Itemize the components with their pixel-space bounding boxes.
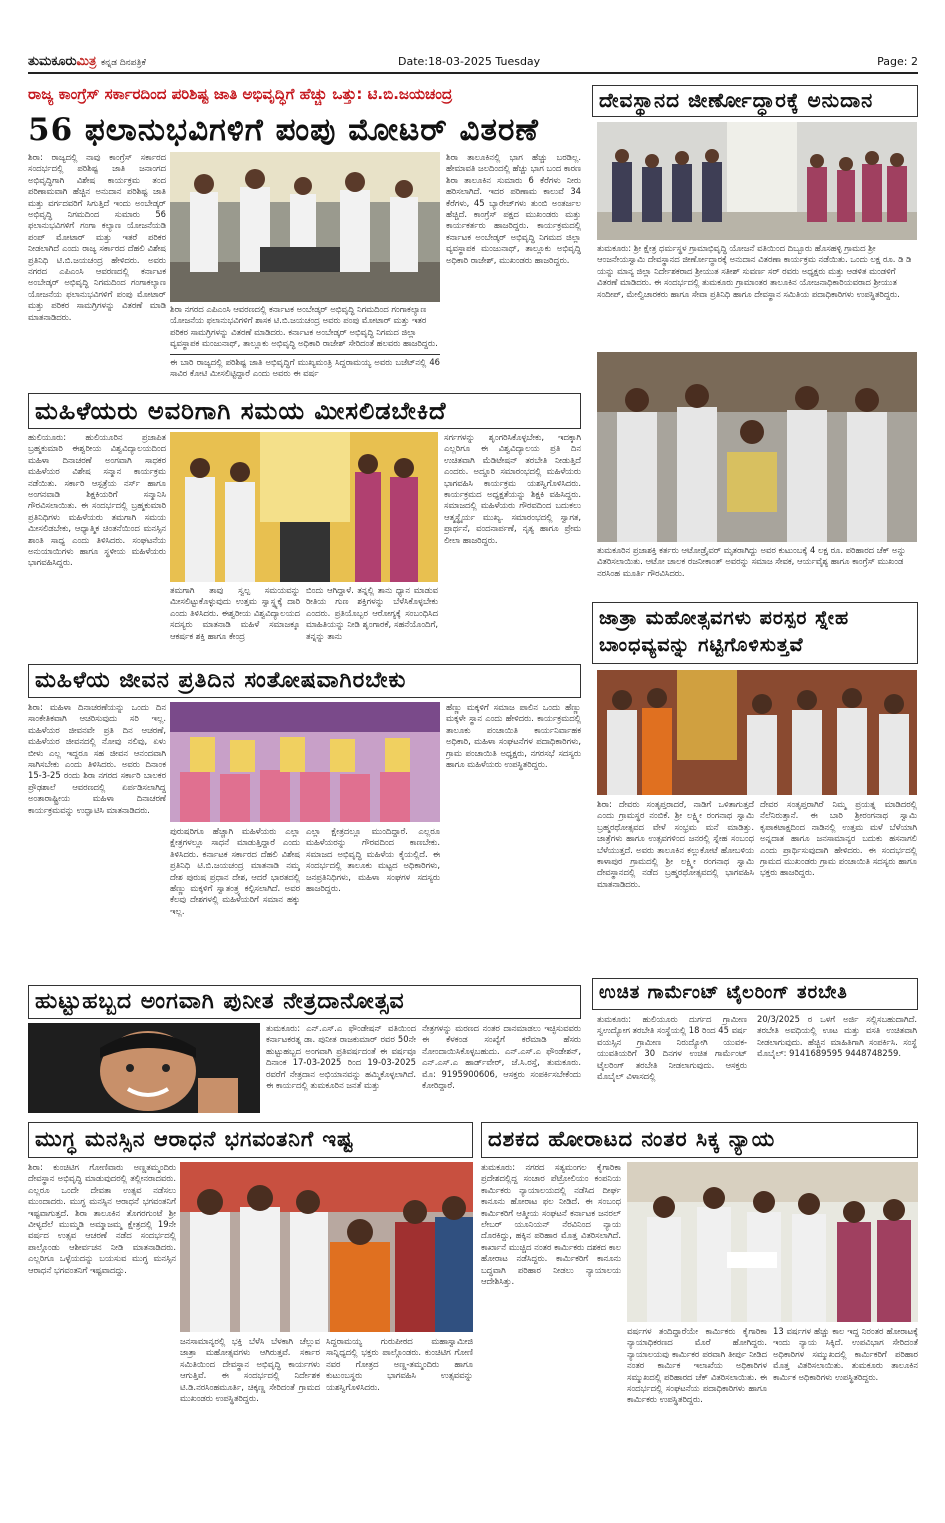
story4-body-col4: ಸರ್ಗಗಳನ್ನು ಶೃಂಗರಿಸಿಕೊಳ್ಳಬೇಕು, ಇದಕ್ಕಾಗಿ ಎಲ್ಲರಿಗೂ ಈ ವಿಶ್ವವಿದ್ಯಾಲಯ ಪ್ರತಿ ದಿನ ಉಚಿತವಾಗಿ ಮೆಡಿಟೇಷನ್ ತರಬೇತಿ ನೀಡುತ್ತಿದೆ ಎಂದರು. ಅದ್ದೂರಿ ಸಮಾರಂಭದಲ್ಲಿ ಮಹಿಳೆಯರು ಭಾಗವಹಿಸಿ ಕಾರ್ಯಕ್ರಮ ಯಶಸ್ವಿಗೊಳಿಸಿದರು. ಕಾರ್ಯಕ್ರಮದ ಅಧ್ಯಕ್ಷತೆಯನ್ನು ಶಿಕ್ಷಕಿ ವಹಿಸಿದ್ದರು. ಸಮಾಜದಲ್ಲಿ ಮಹಿಳೆಯರು ಗೌರವದಿಂದ ಬದುಕಲು ಆತ್ಮಸ್ಥೈರ್ಯ ಮುಖ್ಯ. ಸಮಾರಂಭದಲ್ಲಿ ಸ್ವಾಗತ, ಪ್ರಾರ್ಥನೆ, ವಂದನಾರ್ಪಣೆ, ನೃತ್ಯ ಹಾಗೂ ಪ್ರೇಮ ಲೀಲಾ ಹಾಜರಿದ್ದರು. [444, 432, 581, 545]
story1-photo [170, 152, 440, 302]
story1-body-col2: ಈ ಬಾರಿ ರಾಜ್ಯದಲ್ಲಿ ಪರಿಶಿಷ್ಟ ಜಾತಿ ಅಭಿವೃದ್ಧಿಗೆ ಮುಖ್ಯಮಂತ್ರಿ ಸಿದ್ದರಾಮಯ್ಯ ಅವರು ಬಜೆಟ್‌ನಲ್ಲಿ 46 ಸಾವಿರ ಕೋಟಿ ಮೀಸಲಿಟ್ಟಿದ್ದಾರೆ ಎಂದು ಅವರು ಈ ವರ್ಷ [170, 357, 440, 379]
masthead [28, 54, 918, 74]
story4-body-col1: ಹುಲಿಯೂರು: ಹುಲಿಯೂರಿನ ಪ್ರಜಾಪಿತ ಬ್ರಹ್ಮಕುಮಾರಿ ಈಶ್ವರೀಯ ವಿಶ್ವವಿದ್ಯಾಲಯದಿಂದ ಮಹಿಳಾ ದಿನಾಚರಣೆ ಅಂಗವಾಗಿ ಸಾಧಕರ ಮಹಿಳೆಯರ ವಿಶೇಷ ಸನ್ಮಾನ ಕಾರ್ಯಕ್ರಮ ನಡೆಯಿತು. ಸರ್ಕಾರಿ ಆಸ್ಪತ್ರೆಯ ನರ್ಸ್ ಹಾಗೂ ಅಂಗನವಾಡಿ ಶಿಕ್ಷಕಿಯರಿಗೆ ಸನ್ಮಾನಿಸಿ ಗೌರವಿಸಲಾಯಿತು. ಈ ಸಂದರ್ಭದಲ್ಲಿ ಬ್ರಹ್ಮಕುಮಾರಿ ಪ್ರತಿನಿಧಿಗಳು ಮಹಿಳೆಯರು ತಮಗಾಗಿ ಸಮಯ ಮೀಸಲಿಡಬೇಕು, ಆಧ್ಯಾತ್ಮಿಕ ಚಿಂತನೆಯಿಂದ ಮನಸ್ಸಿನ ಶಾಂತಿ ಸಾಧ್ಯ ಎಂದು ತಿಳಿಸಿದರು. ಸಂಘಟನೆಯ ಅನುಯಾಯಿಗಳು ಹಾಗೂ ಸ್ಥಳೀಯ ಮಹಿಳೆಯರು ಭಾಗವಹಿಸಿದ್ದರು. [28, 432, 166, 568]
story3-caption: ತುಮಕೂರಿನ ಪ್ರಜಾಶಕ್ತಿ ಕರ್ತರು ಆಟೋಡ್ರೈವರ್ ಮೃತರಾಗಿದ್ದು ಅವರ ಕುಟುಂಬಕ್ಕೆ 4 ಲಕ್ಷ ರೂ. ಪರಿಹಾರದ ಚೆಕ್ ಅನ್ನು ವಿತರಿಸಲಾಯಿತು. ಆಟೋ ಚಾಲಕ ರಜನೀಕಾಂತ್ ಅವರನ್ನು ಸಮಾಜ ಸೇವಕ, ಆರ್ಯವೈಶ್ಯ ಹಾಗೂ ಕಾಂಗ್ರೆಸ್ ಮುಖಂಡ ನರಸಿಂಹ ಮೂರ್ತಿ ಗೌರವಿಸಿದರು. [597, 545, 906, 578]
story6-photo [170, 702, 440, 822]
masthead-logo [28, 54, 146, 69]
story7-body-col1: ತುಮಕೂರು: ಎನ್.ಎಸ್.ಎ ಫೌಂಡೇಷನ್ ವತಿಯಿಂದ ಕರ್ನಾಟಕರತ್ನ ಡಾ. ಪುನೀತ ರಾಜಕುಮಾರ್ ರವರ 50ನೇ ಹುಟ್ಟುಹಬ್ಬದ ಅಂಗವಾಗಿ ಪ್ರತಿವರ್ಷದಂತೆ ಈ ವರ್ಷವೂ ದಿನಾಂಕ 17-03-2025 ರಿಂದ 19-03-2025 ರವರೆಗೆ ನೇತ್ರದಾನ ಅಭಿಯಾನವನ್ನು ಹಮ್ಮಿಕೊಳ್ಳಲಾಗಿದೆ. ಈ ಕಾರ್ಯದಲ್ಲಿ ತುಮಕೂರಿನ ಜನತೆ ಮತ್ತು [266, 1023, 416, 1091]
story6-body-col3: ಎಲ್ಲಾ ಕ್ಷೇತ್ರದಲ್ಲೂ ಮುಂದಿದ್ದಾರೆ. ಎಲ್ಲರೂ ಮಹಿಳೆಯರನ್ನು ಗೌರವದಿಂದ ಕಾಣಬೇಕು. ಸಮಾಜದ ಅಭಿವೃದ್ಧಿ ಮಹಿಳೆಯ ಕೈಯಲ್ಲಿದೆ. ಈ ಸಂದರ್ಭದಲ್ಲಿ ತಾಲೂಕು ಮಟ್ಟದ ಅಧಿಕಾರಿಗಳು, ಜನಪ್ರತಿನಿಧಿಗಳು, ಮಹಿಳಾ ಸಂಘಗಳ ಸದಸ್ಯರು ಹಾಜರಿದ್ದರು. [306, 826, 440, 894]
story7-body-col2: ನೇತ್ರಗಳನ್ನು ಮರಣದ ನಂತರ ದಾನಮಾಡಲು ಇಚ್ಛಿಸುವವರು ಈ ಕೆಳಕಂಡ ಸಂಖ್ಯೆಗೆ ಕರೆಮಾಡಿ ಹೆಸರು ನೋಂದಾಯಿಸಿಕೊಳ್ಳಬಹುದು. ಎನ್.ಎಸ್.ಎ ಫೌಂಡೇಶನ್, ಎನ್.ಎಸ್.ಎ ಹಾರ್ಡ್‌ವೇರ್, ಜೆ.ಸಿ.ರಸ್ತೆ, ತುಮಕೂರು. ಮೊ: 9195900606, ಆಸಕ್ತರು ಸಂಪರ್ಕಿಸಬೇಕೆಂದು ಕೋರಿದ್ದಾರೆ. [422, 1023, 581, 1091]
story4-headline: ಮಹಿಳೆಯರು ಅವರಿಗಾಗಿ ಸಮಯ ಮೀಸಲಿಡಬೇಕಿದೆ [28, 393, 581, 429]
story10-body-col3: 13 ವರ್ಷಗಳ ಹೆಚ್ಚು ಕಾಲ ಇದ್ದ ನಿರಂತರ ಹೋರಾಟಕ್ಕೆ ಇಂದು ನ್ಯಾಯ ಸಿಕ್ಕಿದೆ. ಉಪವಿಭಾಗ ಸೇರಿದಂತೆ ಅಧಿಕಾರಿಗಳ ಸಮ್ಮುಖದಲ್ಲಿ ಕಾರ್ಮಿಕರಿಗೆ ಪರಿಹಾರ ಮೊತ್ತ ವಿತರಿಸಲಾಯಿತು. ತುಮಕೂರು ತಾಲೂಕಿನ ಕಾರ್ಮಿಕ ಅಧಿಕಾರಿಗಳು ಉಪಸ್ಥಿತರಿದ್ದರು. [773, 1326, 918, 1382]
story6-body-col4: ಹೆಣ್ಣು ಮಕ್ಕಳಿಗೆ ಸಮಾಜ ಪಾಲಿನ ಒಂದು ಹೆಣ್ಣು ಮಕ್ಕಳೇ ಸ್ಥಾನ ಎಂದು ಹೇಳಿದರು. ಕಾರ್ಯಕ್ರಮದಲ್ಲಿ ತಾಲೂಕು ಪಂಚಾಯಿತಿ ಕಾರ್ಯನಿರ್ವಾಹಕ ಅಧಿಕಾರಿ, ಮಹಿಳಾ ಸಂಘಟನೆಗಳ ಪದಾಧಿಕಾರಿಗಳು, ಗ್ರಾಮ ಪಂಚಾಯಿತಿ ಅಧ್ಯಕ್ಷರು, ನಗರಸಭೆ ಸದಸ್ಯರು ಹಾಗೂ ಮಹಿಳೆಯರು ಉಪಸ್ಥಿತರಿದ್ದರು. [446, 702, 581, 770]
story4-body-col3: ಬಿಂದು ಆಗಿದ್ದಾಳೆ. ತನ್ನಲ್ಲಿ ತಾನು ಧ್ಯಾನ ಮಾಡುವ ರೀತಿಯ ಗುಣ ಶಕ್ತಿಗಳನ್ನು ಬೆಳೆಸಿಕೊಳ್ಳಬೇಕು ಎಂದರು. ಪ್ರತಿಯೊಬ್ಬರ ಆರೋಗ್ಯಕ್ಕೆ ಸಂಬಂಧಿಸಿದ ಮಾಹಿತಿಯನ್ನು ನೀಡಿ ಶೃಂಗಾರಕೆ, ಸಹನೆಯೊಂದಿಗೆ, ತನ್ನನ್ನು ತಾನು [306, 585, 438, 641]
story1-divider [170, 354, 440, 355]
story8-body-col2: 20/3/2025 ರ ಒಳಗೆ ಅರ್ಜಿ ಸಲ್ಲಿಸಬಹುದಾಗಿದೆ. ತರಬೇತಿ ಅವಧಿಯಲ್ಲಿ ಊಟ ಮತ್ತು ವಸತಿ ಉಚಿತವಾಗಿ ನೀಡಲಾಗುವುದು. ಹೆಚ್ಚಿನ ಮಾಹಿತಿಗಾಗಿ ಸಂಪರ್ಕಿಸಿ. ಸಂಸ್ಥೆ ಮೊಬೈಲ್: 9141689595 9448748259. [757, 1014, 917, 1059]
story5-body-col2: ದೇವರ ಸಂತೃಪ್ತರಾಗಿರೆ ನಿಮ್ಮ ಪ್ರಯತ್ನ ಮಾಡಿದರಲ್ಲಿ ನೆಲೆನಿರುತ್ತಾನೆ. ಈ ಬಾರಿ ಶ್ರೀರಂಗನಾಥ ಸ್ವಾಮಿ ಕೃಪಾಕಟಾಕ್ಷದಿಂದ ನಾಡಿನಲ್ಲಿ ಉತ್ತಮ ಮಳೆ ಬೆಳೆಯಾಗಿ ಅನ್ನದಾತ ಹಾಗೂ ಜನಸಾಮಾನ್ಯರ ಬದುಕು ಹಸನಾಗಲಿ ಎಂದು ಪ್ರಾರ್ಥಿಸುವುದಾಗಿ ಹೇಳಿದರು. ಈ ಸಂದರ್ಭದಲ್ಲಿ ಗ್ರಾಮದ ಮುಖಂಡರು ಗ್ರಾಮ ಪಂಚಾಯಿತಿ ಸದಸ್ಯರು ಹಾಗೂ ಭಕ್ತರು ಹಾಜರಿದ್ದರು. [760, 799, 917, 878]
story8-body-col1: ತುಮಕೂರು: ಹುಲಿಯೂರು ದುರ್ಗದ ಗ್ರಾಮೀಣ ಸ್ವಉದ್ಯೋಗ ತರಬೇತಿ ಸಂಸ್ಥೆಯಲ್ಲಿ 18 ರಿಂದ 45 ವರ್ಷ ವಯಸ್ಸಿನ ಗ್ರಾಮೀಣ ನಿರುದ್ಯೋಗಿ ಯುವಕ-ಯುವತಿಯರಿಗೆ 30 ದಿನಗಳ ಉಚಿತ ಗಾರ್ಮೆಂಟ್ ಟೈಲರಿಂಗ್ ತರಬೇತಿ ನೀಡಲಾಗುವುದು. ಆಸಕ್ತರು ಮೊಬೈಲ್ ವಿಳಾಸದಲ್ಲಿ [597, 1014, 747, 1082]
story9-body-col2: ಜನಸಾಮಾನ್ಯರಲ್ಲಿ ಭಕ್ತಿ ಬೆಳೆಸಿ ಬೆಳಕಾಗಿ ಚೆಲ್ಲುವ ಜಾತ್ರಾ ಮಹೋತ್ಸವಗಳು ಆಗಿರುತ್ತವೆ. ಸರ್ಕಾರ ಸಮಿತಿಯಿಂದ ದೇವಸ್ಥಾನ ಅಭಿವೃದ್ಧಿ ಕಾರ್ಯಗಳು ಆಗುತ್ತಿವೆ. ಈ ಸಂದರ್ಭದಲ್ಲಿ ನಿರ್ದೇಶಕ ಟಿ.ಡಿ.ನರಸಿಂಹಮೂರ್ತಿ, ಚಿಕ್ಕಣ್ಣ ಸೇರಿದಂತೆ ಗ್ರಾಮದ ಮುಖಂಡರು ಉಪಸ್ಥಿತರಿದ್ದರು. [180, 1336, 320, 1404]
story5-headline: ಜಾತ್ರಾ ಮಹೋತ್ಸವಗಳು ಪರಸ್ಪರ ಸ್ನೇಹ ಬಾಂಧವ್ಯವನ್ನು ಗಟ್ಟಿಗೊಳಿಸುತ್ತವೆ [592, 602, 918, 664]
story9-headline: ಮುಗ್ಧ ಮನಸ್ಸಿನ ಆರಾಧನೆ ಭಗವಂತನಿಗೆ ಇಷ್ಟ [28, 1122, 473, 1158]
story1-kicker: ರಾಜ್ಯ ಕಾಂಗ್ರೆಸ್ ಸರ್ಕಾರದಿಂದ ಪರಿಶಿಷ್ಟ ಜಾತಿ ಅಭಿವೃದ್ಧಿಗೆ ಹೆಚ್ಚು ಒತ್ತು: ಟಿ.ಬಿ.ಜಯಚಂದ್ರ [28, 85, 453, 103]
story6-body-col1: ಶಿರಾ: ಮಹಿಳಾ ದಿನಾಚರಣೆಯನ್ನು ಒಂದು ದಿನ ಸಾಂಕೇತಿಕವಾಗಿ ಆಚರಿಸುವುದು ಸರಿ ಇಲ್ಲ. ಮಹಿಳೆಯರ ಜೀವನವೇ ಪ್ರತಿ ದಿನ ಆಚರಣೆ, ಮಹಿಳೆಯರ ಜೀವನದಲ್ಲಿ ನೋವು ನಲಿವು, ಏಳು ಬೀಳು ಎಲ್ಲ ಇದ್ದರೂ ಸಹ ಜೀವನ ಆನಂದವಾಗಿ ಸಾಗಿಸಬೇಕು ಎಂದು ತಿಳಿಸಿದರು. ಅವರು ದಿನಾಂಕ 15-3-25 ರಂದು ಶಿರಾ ನಗರದ ಸರ್ಕಾರಿ ಬಾಲಕರ ಪ್ರೌಢಶಾಲೆ ಆವರಣದಲ್ಲಿ ಏರ್ಪಡಿಸಲಾಗಿದ್ದ ಅಂತಾರಾಷ್ಟ್ರೀಯ ಮಹಿಳಾ ದಿನಾಚರಣೆ ಕಾರ್ಯಕ್ರಮವನ್ನು ಉದ್ಘಾಟಿಸಿ ಮಾತನಾಡಿದರು. [28, 702, 166, 815]
story7-headline: ಹುಟ್ಟುಹಬ್ಬದ ಅಂಗವಾಗಿ ಪುನೀತ ನೇತ್ರದಾನೋತ್ಸವ [28, 985, 581, 1019]
story6-headline: ಮಹಿಳೆಯ ಜೀವನ ಪ್ರತಿದಿನ ಸಂತೋಷವಾಗಿರಬೇಕು [28, 664, 581, 698]
page-number: Page: 2 [877, 55, 918, 68]
story10-body-col1: ತುಮಕೂರು: ನಗರದ ಸತ್ಯಮಂಗಲ ಕೈಗಾರಿಕಾ ಪ್ರದೇಶದಲ್ಲಿದ್ದ ಸಂಚಾರ ಪೆಟ್ರೋಲಿಯಂ ಕಂಪನಿಯ ಕಾರ್ಮಿಕರು ನ್ಯಾಯಾಲಯದಲ್ಲಿ ನಡೆಸಿದ ದೀರ್ಘ ಕಾನೂನು ಹೋರಾಟ ಫಲ ನೀಡಿದೆ. ಈ ಸಂಬಂಧ ಕಾರ್ಮಿಕರಿಗೆ ಆತ್ಮೀಯ ಸಂಘಟನೆ ಕರ್ನಾಟಕ ಜನರಲ್ ಲೇಬರ್ ಯೂನಿಯನ್ ನೆರವಿನಿಂದ ನ್ಯಾಯ ದೊರಕಿದ್ದು, ಹಕ್ಕಿನ ಪರಿಹಾರ ಮೊತ್ತ ವಿತರಿಸಲಾಗಿದೆ. ಕಾರ್ಖಾನೆ ಮುಚ್ಚಿದ ನಂತರ ಕಾರ್ಮಿಕರು ದಶಕದ ಕಾಲ ಹೋರಾಟ ನಡೆಸಿದ್ದರು. ಕಾರ್ಮಿಕರಿಗೆ ಕಾನೂನು ಬದ್ಧವಾಗಿ ಪರಿಹಾರ ನೀಡಲು ನ್ಯಾಯಾಲಯ ಆದೇಶಿಸಿತ್ತು. [481, 1162, 621, 1287]
story10-headline: ದಶಕದ ಹೋರಾಟದ ನಂತರ ಸಿಕ್ಕ ನ್ಯಾಯ [481, 1122, 918, 1158]
story7-photo [28, 1023, 260, 1113]
story4-photo [170, 432, 438, 582]
story9-body-col1: ಶಿರಾ: ಕುಂಚಿಟಿಗ ಗೋಣಿವಾರು ಅಣ್ಣತಮ್ಮಂದಿರು ದೇವಸ್ಥಾನ ಅಭಿವೃದ್ಧಿ ಮಾಡುವುದರಲ್ಲಿ ತಲ್ಲೀನರಾದವರು. ಎಲ್ಲರೂ ಒಂದೇ ದೇವತಾ ಉತ್ಸವ ನಡೆಸಲು ಮುಂದಾದರು. ಮುಗ್ಧ ಮನಸ್ಸಿನ ಆರಾಧನೆ ಭಗವಂತನಿಗೆ ಇಷ್ಟವಾಗುತ್ತದೆ. ಶಿರಾ ತಾಲೂಕಿನ ತೊಗರಗುಂಟೆ ಶ್ರೀ ವೀಳ್ಯದೆಲೆ ಮುಮ್ಮಡಿ ಅಮ್ಮಾಜಮ್ಮ ಕ್ಷೇತ್ರದಲ್ಲಿ 19ನೇ ವರ್ಷದ ಉತ್ಸವ ಆಚರಣೆ ನಡೆದ ಸಂದರ್ಭದಲ್ಲಿ ಪಾಲ್ಗೊಂಡು ಆಶೀರ್ವಚನ ನೀಡಿ ಮಾತನಾಡಿದರು. ಎಲ್ಲರಿಗೂ ಒಳ್ಳೆಯದನ್ನು ಬಯಸುವ ಮುಗ್ಧ ಮನಸ್ಸಿನ ಆರಾಧನೆ ಭಗವಂತನಿಗೆ ಇಷ್ಟವಾದದ್ದು. [28, 1162, 176, 1275]
story6-body-col2: ಪುರುಷರಿಗೂ ಹೆಚ್ಚಾಗಿ ಮಹಿಳೆಯರು ಎಲ್ಲಾ ಕ್ಷೇತ್ರಗಳಲ್ಲೂ ಸಾಧನೆ ಮಾಡುತ್ತಿದ್ದಾರೆ ಎಂದು ತಿಳಿಸಿದರು. ಕರ್ನಾಟಕ ಸರ್ಕಾರದ ದೆಹಲಿ ವಿಶೇಷ ಪ್ರತಿನಿಧಿ ಟಿ.ಬಿ.ಜಯಚಂದ್ರ ಮಾತನಾಡಿ ನಮ್ಮ ದೇಶ ಪುರುಷ ಪ್ರಧಾನ ದೇಶ, ಆದರೆ ಭಾರತದಲ್ಲಿ ಹೆಣ್ಣು ಮಕ್ಕಳಿಗೆ ಸ್ವಾತಂತ್ರ್ಯ ಕಲ್ಪಿಸಲಾಗಿದೆ. ಅವರ ಕೆಲವು ದೇಶಗಳಲ್ಲಿ ಮಹಿಳೆಯರಿಗೆ ಸಮಾನ ಹಕ್ಕು ಇಲ್ಲ. [170, 826, 300, 916]
story1-body-col3: ಶಿರಾ ತಾಲೂಕಿನಲ್ಲಿ ಭಾಗ ಹೆಚ್ಚು ಬರಡಿಲ್ಲ. ಹೇಮಾವತಿ ಜಲದಿಂದಲ್ಲಿ ಹೆಚ್ಚು ಭಾಗ ಬಂದ ಕಾರಣ ಶಿರಾ ತಾಲೂಕಿನ ಸುಮಾರು 6 ಕೆರೆಗಳು ನೀರು ಹರಿಸಲಾಗಿದೆ. ಇದರ ಪರಿಣಾಮ ಕಾಲುವೆ 34 ಕೆರೆಗಳು, 45 ಬ್ಯಾರೇಜ್‌ಗಳು ತುಂಬಿ ಅಂತರ್ಜಲ ಹೆಚ್ಚಿದೆ. ಕಾಂಗ್ರೆಸ್ ಪಕ್ಷದ ಮುಖಂಡರು ಮತ್ತು ಕಾರ್ಯಕರ್ತರು ಹಾಜರಿದ್ದರು. ಕಾರ್ಯಕ್ರಮದಲ್ಲಿ ಕರ್ನಾಟಕ ಅಂಬೇಡ್ಕರ್ ಅಭಿವೃದ್ಧಿ ನಿಗಮದ ಜಿಲ್ಲಾ ವ್ಯವಸ್ಥಾಪಕ ಮಂಜುನಾಥ್, ತಾಲ್ಲೂಕು ಅಭಿವೃದ್ಧಿ ಅಧಿಕಾರಿ ರಾಜೇಶ್, ಮುಖಂಡರು ಹಾಜರಿದ್ದರು. [446, 152, 581, 265]
story9-body-col3: ಸಿದ್ದರಾಮಯ್ಯ ಗುರುಪೀಠದ ಮಹಾಸ್ವಾಮೀಜಿ ಸಾನ್ನಿಧ್ಯದಲ್ಲಿ ಭಕ್ತರು ಪಾಲ್ಗೊಂಡರು. ಕುಂಚಿಟಿಗ ಗೋಣಿ ನವರ ಗೋತ್ರದ ಅಣ್ಣ-ತಮ್ಮಂದಿರು ಹಾಗೂ ಕುಟುಂಬಸ್ಥರು ಭಾಗವಹಿಸಿ ಉತ್ಸವವನ್ನು ಯಶಸ್ವಿಗೊಳಿಸಿದರು. [326, 1336, 473, 1392]
story1-headline: 56 ಫಲಾನುಭವಿಗಳಿಗೆ ಪಂಪು ಮೋಟರ್ ವಿತರಣೆ [28, 112, 539, 148]
story3-photo [597, 352, 917, 542]
story2-caption: ತುಮಕೂರು: ಶ್ರೀ ಕ್ಷೇತ್ರ ಧರ್ಮಸ್ಥಳ ಗ್ರಾಮಾಭಿವೃದ್ಧಿ ಯೋಜನೆ ವತಿಯಿಂದ ದಿಬ್ಬೂರು ಹೊಸಹಳ್ಳಿ ಗ್ರಾಮದ ಶ್ರೀ ಆಂಜನೇಯಸ್ವಾಮಿ ದೇವಸ್ಥಾನದ ಜೀರ್ಣೋದ್ಧಾರಕ್ಕೆ ಅನುದಾನ ವಿತರಣಾ ಕಾರ್ಯಕ್ರಮ ನಡೆಯಿತು. ಒಂದು ಲಕ್ಷ ರೂ. ಡಿ ಡಿ ಯನ್ನು ಮಾನ್ಯ ಜಿಲ್ಲಾ ನಿರ್ದೇಶಕರಾದ ಶ್ರೀಯುತ ಸತೀಶ್ ಸುವರ್ಣ ಸರ್ ರವರು ಅಧ್ಯಕ್ಷರು ಮತ್ತು ಆಡಳಿತ ಮಂಡಳಿಗೆ ವಿತರಣೆ ಮಾಡಿದರು. ಈ ಸಂದರ್ಭದಲ್ಲಿ ತುಮಕೂರು ಗ್ರಾಮಾಂತರ ತಾಲೂಕಿನ ಯೋಜನಾಧಿಕಾರಿಯವರಾದ ಶ್ರೀಯುತ ಸಂದೀಪ್, ಮೇಲ್ವಿಚಾರಕರು ಹಾಗೂ ಸೇವಾ ಪ್ರತಿನಿಧಿ ಹಾಗೂ ದೇವಸ್ಥಾನ ಸಮಿತಿಯ ಪದಾಧಿಕಾರಿಗಳು ಉಪಸ್ಥಿತರಿದ್ದರು. [597, 243, 912, 299]
story2-headline: ದೇವಸ್ಥಾನದ ಜೀರ್ಣೋದ್ಧಾರಕ್ಕೆ ಅನುದಾನ [592, 85, 918, 117]
masthead-brand: ಮಿತ್ರ [76, 54, 97, 69]
masthead-name: ತುಮಕೂರು [28, 54, 77, 69]
masthead-tagline: ಕನ್ನಡ ದಿನಪತ್ರಿಕೆ [100, 58, 146, 68]
story5-photo [597, 670, 917, 795]
story10-photo [627, 1162, 918, 1322]
story8-headline: ಉಚಿತ ಗಾರ್ಮೆಂಟ್ ಟೈಲರಿಂಗ್ ತರಬೇತಿ [592, 978, 918, 1010]
issue-date: Date:18-03-2025 Tuesday [398, 55, 541, 68]
story5-body-col1: ಶಿರಾ: ದೇವರು ಸಂತೃಪ್ತರಾದರೆ, ನಾಡಿಗೆ ಒಳಿತಾಗುತ್ತದೆ ಎಂದು ಗ್ರಾಮಸ್ಥರ ನಂಬಿಕೆ. ಶ್ರೀ ಲಕ್ಷ್ಮೀ ರಂಗನಾಥ ಸ್ವಾಮಿ ಬ್ರಹ್ಮರಥೋತ್ಸವದ ವೇಳೆ ಸಂಭ್ರಮ ಮನೆ ಮಾಡಿತ್ತು. ಜಾತ್ರೆಗಳು ಹಾಗೂ ಉತ್ಸವಗಳಿಂದ ಜನರಲ್ಲಿ ಸ್ನೇಹ ಸಂಬಂಧ ಬೆಳೆಯುತ್ತದೆ. ಅವರು ತಾಲೂಕಿನ ಕಲ್ಲುಕೋಟೆ ಹೋಬಳಿಯ ಕಾಳಾಪುರ ಗ್ರಾಮದಲ್ಲಿ ಶ್ರೀ ಲಕ್ಷ್ಮೀ ರಂಗನಾಥ ಸ್ವಾಮಿ ದೇವಸ್ಥಾನದಲ್ಲಿ ನಡೆದ ಬ್ರಹ್ಮರಥೋತ್ಸವದಲ್ಲಿ ಭಾಗವಹಿಸಿ ಮಾತನಾಡಿದರು. [597, 799, 754, 889]
story4-body-col2: ತಮಗಾಗಿ ತಾವು ಸ್ವಲ್ಪ ಸಮಯವನ್ನು ಮೀಸಲಿಟ್ಟುಕೊಳ್ಳುವುದು ಉತ್ತಮ ಸ್ವಾಸ್ಥ್ಯಕ್ಕೆ ದಾರಿ ಎಂದು ತಿಳಿಸಿದರು. ಈಶ್ವರೀಯ ವಿಶ್ವವಿದ್ಯಾಲಯದ ಸದಸ್ಯರು ಮಾತನಾಡಿ ಮಹಿಳೆ ಸಮಾಜಕ್ಕೂ ಆಕರ್ಷಕ ಶಕ್ತಿ ಹಾಗೂ ಕೇಂದ್ರ [170, 585, 300, 641]
story1-body-col1: ಶಿರಾ: ರಾಜ್ಯದಲ್ಲಿ ನಾವು ಕಾಂಗ್ರೆಸ್ ಸರ್ಕಾರದ ಸಂದರ್ಭದಲ್ಲಿ ಪರಿಶಿಷ್ಟ ಜಾತಿ ಜನಾಂಗದ ಅಭಿವೃದ್ಧಿಗಾಗಿ ವಿಶೇಷ ಕಾರ್ಯಕ್ರಮ ತಂದ ಪರಿಣಾಮವಾಗಿ ಹೆಚ್ಚಿನ ಅನುದಾನ ಪರಿಶಿಷ್ಟ ಜಾತಿ ಮತ್ತು ವರ್ಗದವರಿಗೆ ಸಿಗುತ್ತಿದೆ ಇಂದು ಅಂಬೇಡ್ಕರ್ ಅಭಿವೃದ್ಧಿ ನಿಗಮದಿಂದ ಸುಮಾರು 56 ಫಲಾನುಭವಿಗಳಿಗೆ ಗಂಗಾ ಕಲ್ಯಾಣ ಯೋಜನೆಯಡಿ ಪಂಪ್ ಮೋಟಾರ್ ಮತ್ತು ಇತರೆ ಪರಿಕರ ನೀಡಲಾಗಿದೆ ಎಂದು ರಾಜ್ಯ ಸರ್ಕಾರದ ದೆಹಲಿ ವಿಶೇಷ ಪ್ರತಿನಿಧಿ ಟಿ.ಬಿ.ಜಯಚಂದ್ರ ಹೇಳಿದರು. ಅವರು ನಗರದ ಎಪಿಎಂಸಿ ಆವರಣದಲ್ಲಿ ಕರ್ನಾಟಕ ಅಂಬೇಡ್ಕರ್ ಅಭಿವೃದ್ಧಿ ನಿಗಮದಿಂದ ಗಂಗಾಕಲ್ಯಾಣ ಯೋಜನೆಯ ಫಲಾನುಭವಿಗಳಿಗೆ ಪಂಪು ಮೋಟಾರ್ ಮತ್ತು ಪರಿಕರ ಸಾಮಗ್ರಿಗಳನ್ನು ವಿತರಣೆ ಮಾಡಿ ಮಾತನಾಡಿದರು. [28, 152, 166, 322]
story1-photo-caption: ಶಿರಾ ನಗರದ ಎಪಿಎಂಸಿ ಆವರಣದಲ್ಲಿ ಕರ್ನಾಟಕ ಅಂಬೇಡ್ಕರ್ ಅಭಿವೃದ್ಧಿ ನಿಗಮದಿಂದ ಗಂಗಾಕಲ್ಯಾಣ ಯೋಜನೆಯ ಫಲಾನುಭವಿಗಳಿಗೆ ಶಾಸಕ ಟಿ.ಬಿ.ಜಯಚಂದ್ರ ಅವರು ಪಂಪು ಮೋಟಾರ್ ಮತ್ತು ಇತರ ಪರಿಕರ ಸಾಮಗ್ರಿಗಳನ್ನು ವಿತರಣೆ ಮಾಡಿದರು. ಕರ್ನಾಟಕ ಅಂಬೇಡ್ಕರ್ ಅಭಿವೃದ್ಧಿ ನಿಗಮದ ಜಿಲ್ಲಾ ವ್ಯವಸ್ಥಾಪಕ ಮಂಜುನಾಥ್, ತಾಲ್ಲೂಕು ಅಭಿವೃದ್ಧಿ ಅಧಿಕಾರಿ ರಾಜೇಶ್ ಸೇರಿದಂತೆ ಹಲವರು ಹಾಜರಿದ್ದರು. [170, 304, 438, 349]
story2-photo [597, 122, 917, 240]
story9-photo [180, 1162, 473, 1332]
story10-body-col2: ವರ್ಷಗಳ ತಂದಿದ್ದಾರೆಯೇ ಕಾರ್ಮಿಕರು ಕೈಗಾರಿಕಾ ನ್ಯಾಯಾಧಿಕರಣದ ಮೊರೆ ಹೋಗಿದ್ದರು. ನ್ಯಾಯಾಲಯವು ಕಾರ್ಮಿಕರ ಪರವಾಗಿ ತೀರ್ಪು ನೀಡಿದ ನಂತರ ಕಾರ್ಮಿಕ ಇಲಾಖೆಯ ಅಧಿಕಾರಿಗಳ ಸಮ್ಮುಖದಲ್ಲಿ ಪರಿಹಾರದ ಚೆಕ್ ವಿತರಿಸಲಾಯಿತು. ಈ ಸಂದರ್ಭದಲ್ಲಿ ಸಂಘಟನೆಯ ಪದಾಧಿಕಾರಿಗಳು ಹಾಗೂ ಕಾರ್ಮಿಕರು ಉಪಸ್ಥಿತರಿದ್ದರು. [627, 1326, 767, 1405]
